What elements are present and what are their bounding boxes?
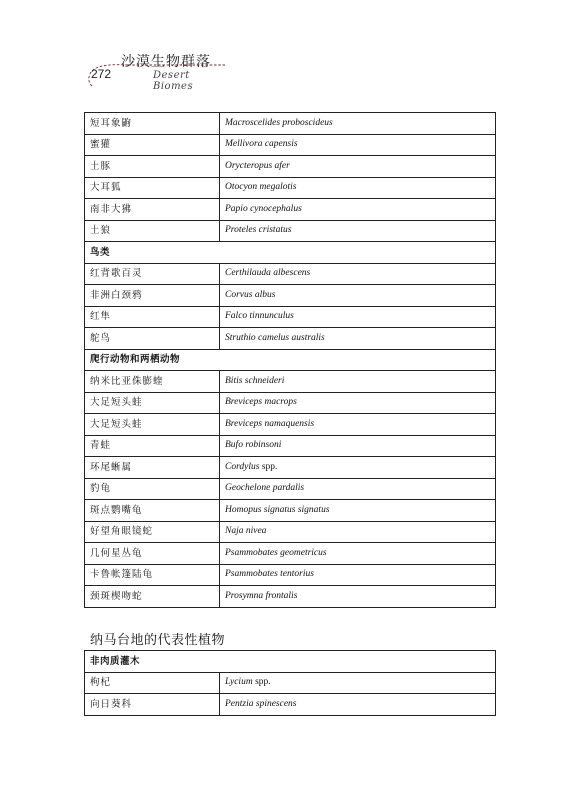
common-name-cell: 几何星丛龟 bbox=[85, 543, 220, 565]
common-name-cell: 红背歌百灵 bbox=[85, 263, 220, 285]
common-name-cell: 向日葵科 bbox=[85, 694, 220, 716]
scientific-name-cell bbox=[220, 694, 496, 716]
scientific-name-cell bbox=[220, 521, 496, 543]
scientific-name-cell bbox=[220, 435, 496, 457]
scientific-name: Certhilauda albescens bbox=[225, 268, 311, 278]
table-row bbox=[85, 328, 496, 350]
common-name-cell: 豹龟 bbox=[85, 478, 220, 500]
scientific-name: Corvus albus bbox=[225, 289, 276, 300]
table-row bbox=[85, 392, 496, 414]
common-name-cell: 斑点鹦嘴龟 bbox=[85, 500, 220, 522]
common-name-cell: 大足短头蛙 bbox=[85, 392, 220, 414]
species-table bbox=[84, 112, 496, 608]
scientific-name-cell bbox=[220, 500, 496, 522]
scientific-name-cell bbox=[220, 392, 496, 414]
table-row bbox=[85, 521, 496, 543]
scientific-name: Macroscelides proboscideus bbox=[225, 117, 333, 128]
common-name-cell: 短耳象鼩 bbox=[85, 113, 220, 135]
scientific-name: Struthio camelus australis bbox=[225, 332, 325, 343]
table-row bbox=[85, 113, 496, 135]
scientific-name-cell bbox=[220, 457, 496, 479]
common-name-cell: 土豚 bbox=[85, 156, 220, 178]
species-abbreviation: spp. bbox=[252, 677, 271, 687]
table-row bbox=[85, 500, 496, 522]
scientific-name-cell bbox=[220, 586, 496, 608]
common-name-cell: 红隼 bbox=[85, 306, 220, 328]
scientific-name: Falco tinnunculus bbox=[225, 311, 294, 321]
common-name-cell: 大耳狐 bbox=[85, 177, 220, 199]
scientific-name-cell bbox=[220, 177, 496, 199]
scientific-name-cell bbox=[220, 328, 496, 350]
table-row bbox=[85, 543, 496, 565]
scientific-name: Mellivora capensis bbox=[225, 139, 298, 149]
scientific-name: Psammobates tentorius bbox=[225, 569, 314, 579]
scientific-name-cell bbox=[220, 285, 496, 307]
common-name-cell: 南非大狒 bbox=[85, 199, 220, 221]
scientific-name-cell bbox=[220, 672, 496, 694]
page-number: 272 bbox=[91, 67, 112, 81]
scientific-name-cell bbox=[220, 263, 496, 285]
table-row bbox=[85, 156, 496, 178]
scientific-name: Homopus signatus signatus bbox=[225, 504, 330, 515]
common-name-cell: 土狼 bbox=[85, 220, 220, 242]
common-name-cell: 环尾蜥属 bbox=[85, 457, 220, 479]
table-row bbox=[85, 199, 496, 221]
common-name-cell: 纳米比亚侏膨蝰 bbox=[85, 371, 220, 393]
table-row bbox=[85, 371, 496, 393]
scientific-name: Naja nivea bbox=[225, 526, 267, 536]
scientific-name: Pentzia spinescens bbox=[225, 698, 297, 709]
table-row bbox=[85, 694, 496, 716]
scientific-name-cell bbox=[220, 156, 496, 178]
common-name-cell: 青蛙 bbox=[85, 435, 220, 457]
common-name-cell: 颈斑楔吻蛇 bbox=[85, 586, 220, 608]
scientific-name-cell bbox=[220, 371, 496, 393]
scientific-name-cell bbox=[220, 113, 496, 135]
category-label: 爬行动物和两栖动物 bbox=[85, 349, 496, 371]
category-row bbox=[85, 242, 496, 264]
scientific-name-cell bbox=[220, 414, 496, 436]
species-abbreviation: spp. bbox=[259, 461, 278, 472]
common-name-cell: 好望角眼镜蛇 bbox=[85, 521, 220, 543]
running-header bbox=[76, 48, 226, 90]
book-subtitle: Desert Biomes bbox=[153, 70, 194, 92]
scientific-name: Breviceps namaquensis bbox=[225, 418, 315, 429]
table-row bbox=[85, 414, 496, 436]
table-row bbox=[85, 564, 496, 586]
scientific-name: Papio cynocephalus bbox=[225, 203, 302, 214]
scientific-name: Lycium bbox=[225, 677, 253, 687]
table-row bbox=[85, 220, 496, 242]
category-label: 鸟类 bbox=[85, 242, 496, 264]
scientific-name: Proteles cristatus bbox=[225, 225, 292, 235]
category-row bbox=[85, 651, 496, 673]
table-row bbox=[85, 672, 496, 694]
scientific-name-cell bbox=[220, 220, 496, 242]
table-row bbox=[85, 134, 496, 156]
scientific-name-cell bbox=[220, 564, 496, 586]
plant-table bbox=[84, 650, 496, 716]
category-label: 非肉质灌木 bbox=[85, 651, 496, 673]
common-name-cell: 大足短头蛙 bbox=[85, 414, 220, 436]
common-name-cell: 非洲白颈鸦 bbox=[85, 285, 220, 307]
scientific-name: Otocyon megalotis bbox=[225, 182, 297, 192]
common-name-cell: 卡鲁帐篷陆龟 bbox=[85, 564, 220, 586]
scientific-name-cell bbox=[220, 199, 496, 221]
scientific-name: Breviceps macrops bbox=[225, 397, 297, 407]
table-row bbox=[85, 285, 496, 307]
table-row bbox=[85, 478, 496, 500]
table-row bbox=[85, 177, 496, 199]
scientific-name: Cordylus bbox=[225, 461, 260, 472]
category-row bbox=[85, 349, 496, 371]
scientific-name-cell bbox=[220, 306, 496, 328]
table-row bbox=[85, 263, 496, 285]
section-heading: 纳马台地的代表性植物 bbox=[90, 633, 226, 648]
scientific-name: Bufo robinsoni bbox=[225, 440, 282, 450]
scientific-name-cell bbox=[220, 478, 496, 500]
table-row bbox=[85, 435, 496, 457]
scientific-name: Geochelone pardalis bbox=[225, 483, 305, 493]
table-row bbox=[85, 586, 496, 608]
table-row bbox=[85, 306, 496, 328]
table-row bbox=[85, 457, 496, 479]
book-title: 沙漠生物群落 bbox=[121, 54, 211, 70]
scientific-name: Prosymna frontalis bbox=[225, 590, 298, 601]
scientific-name: Psammobates geometricus bbox=[225, 547, 327, 558]
scientific-name-cell bbox=[220, 543, 496, 565]
common-name-cell: 鸵鸟 bbox=[85, 328, 220, 350]
common-name-cell: 蜜獾 bbox=[85, 134, 220, 156]
common-name-cell: 枸杞 bbox=[85, 672, 220, 694]
scientific-name: Orycteropus afer bbox=[225, 160, 290, 171]
scientific-name: Bitis schneideri bbox=[225, 375, 285, 386]
scientific-name-cell bbox=[220, 134, 496, 156]
